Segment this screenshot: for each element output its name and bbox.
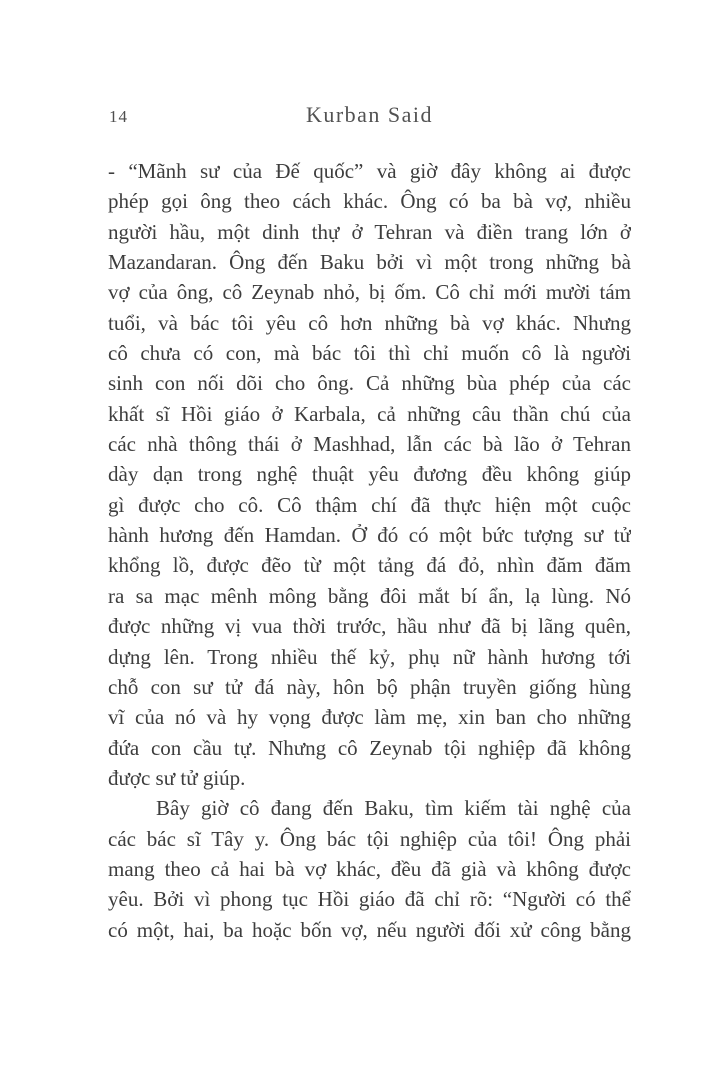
text-line: hành hương đến Hamdan. Ở đó có một bức tượng sư tử (108, 523, 631, 548)
text-line: Mazandaran. Ông đến Baku bởi vì một trong những bà (108, 250, 631, 275)
text-line: dày dạn trong nghệ thuật yêu đương đều không giúp (108, 462, 631, 487)
text-line: - “Mãnh sư của Đế quốc” và giờ đây không ai được (108, 159, 631, 183)
text-line: cô chưa có con, mà bác tôi thì chỉ muốn cô là người (108, 341, 631, 366)
text-line: sinh con nối dõi cho ông. Cả những bùa phép của các (108, 371, 631, 396)
text-line: chỗ con sư tử đá này, hôn bộ phận truyền giống hùng (108, 674, 631, 699)
text-line: tuổi, và bác tôi yêu cô hơn những bà vợ khác. Nhưng (108, 310, 631, 335)
text-line: người hầu, một dinh thự ở Tehran và điền trang lớn ở (108, 219, 631, 244)
text-line: Bây giờ cô đang đến Baku, tìm kiếm tài nghệ của (156, 796, 631, 821)
text-line: phép gọi ông theo cách khác. Ông có ba bà vợ, nhiều (108, 189, 631, 214)
text-line: khất sĩ Hồi giáo ở Karbala, cả những câu thần chú của (108, 401, 631, 426)
text-line: được những vị vua thời trước, hầu như đã bị lãng quên, (108, 614, 631, 639)
running-title: Kurban Said (305, 102, 434, 127)
text-line: các nhà thông thái ở Mashhad, lẫn các bà lão ở Tehran (108, 432, 631, 457)
page-number: 14 (109, 107, 128, 126)
text-line: có một, hai, ba hoặc bốn vợ, nếu người đối xử công bằng (108, 917, 631, 942)
text-line: đứa con cầu tự. Nhưng cô Zeynab tội nghiệp đã không (108, 735, 631, 760)
text-line: ra sa mạc mênh mông bằng đôi mắt bí ẩn, lạ lùng. Nó (108, 583, 631, 608)
text-block (108, 156, 631, 945)
text-line: vĩ của nó và hy vọng được làm mẹ, xin ban cho những (108, 705, 631, 730)
text-line: được sư tử giúp. (108, 765, 246, 790)
text-line: khổng lồ, được đẽo từ một tảng đá đỏ, nhìn đăm đăm (108, 553, 631, 578)
text-line: dựng lên. Trong nhiều thế kỷ, phụ nữ hành hương tới (108, 644, 631, 669)
text-line: gì được cho cô. Cô thậm chí đã thực hiện một cuộc (108, 492, 631, 517)
text-line: vợ của ông, cô Zeynab nhỏ, bị ốm. Cô chỉ mới mười tám (108, 280, 631, 305)
text-line: các bác sĩ Tây y. Ông bác tội nghiệp của tôi! Ông phải (108, 826, 631, 851)
text-line: yêu. Bởi vì phong tục Hồi giáo đã chỉ rõ: “Người có thể (108, 887, 631, 912)
text-line: mang theo cả hai bà vợ khác, đều đã già và không được (108, 856, 631, 881)
